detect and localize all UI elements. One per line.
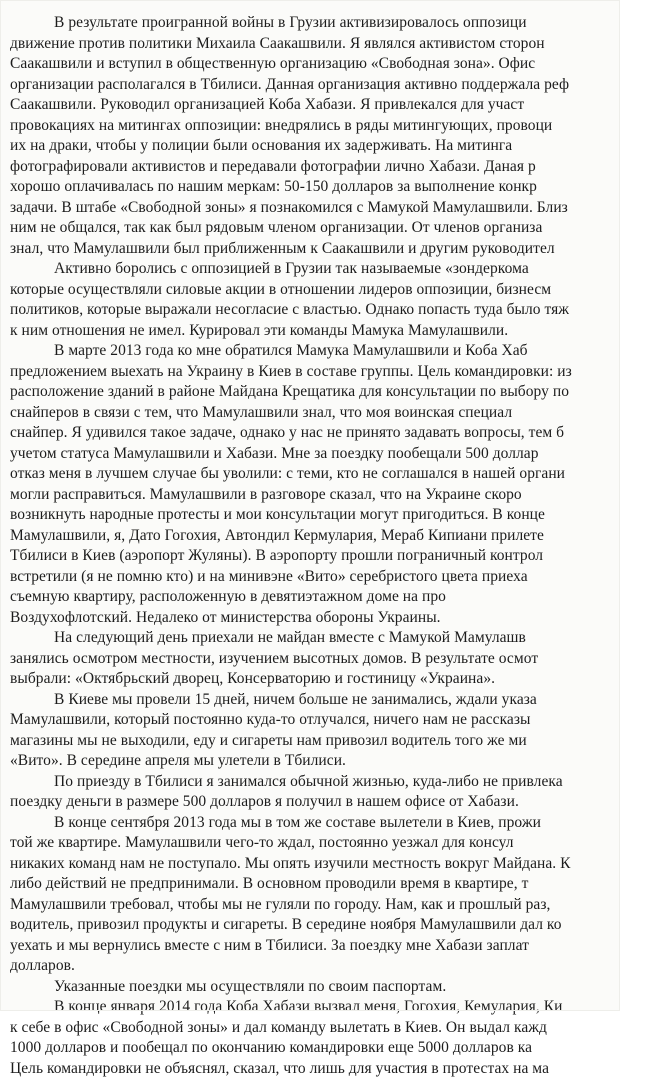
text-line: к ним отношения не имел. Курировал эти команды Мамука Мамулашвили.: [10, 321, 650, 342]
text-line: встретили (я не помню кто) и на минивэне «Вито» серебристого цвета приеха: [10, 567, 650, 588]
text-line: учетом статуса Мамулашвили и Хабази. Мне за поездку пообещали 500 доллар: [10, 444, 650, 465]
text-line: той же квартире. Мамулашвили чего-то ждал, постоянно уезжал для консул: [10, 833, 650, 854]
text-line: ним не общался, так как был рядовым членом организации. От членов организа: [10, 218, 650, 239]
text-line: отказ меня в лучшем случае бы уволили: с теми, кто не соглашался в нашей органи: [10, 464, 650, 485]
text-line: возникнуть народные протесты и мои консультации могут пригодиться. В конце: [10, 505, 650, 526]
text-line: Мамулашвили требовал, чтобы мы не гуляли по городу. Нам, как и прошлый раз,: [10, 895, 650, 916]
text-line: долларов.: [10, 956, 650, 977]
text-line: Мамулашвили, я, Дато Гогохия, Автондил Кермулария, Мераб Кипиани прилете: [10, 526, 650, 547]
text-line: съемную квартиру, расположенную в девятиэтажном доме на про: [10, 587, 650, 608]
document-body: [10, 13, 650, 1079]
text-line: Воздухофлотский. Недалеко от министерства обороны Украины.: [10, 608, 650, 629]
text-line: которые осуществляли силовые акции в отношении лидеров оппозиции, бизнесм: [10, 280, 650, 301]
text-line: знал, что Мамулашвили был приближенным к Саакашвили и другим руководител: [10, 239, 650, 260]
paragraph-first-line: В конце сентября 2013 года мы в том же составе вылетели в Киев, прожи: [10, 813, 650, 834]
text-line: расположение зданий в районе Майдана Крещатика для консультации по выбору по: [10, 382, 650, 403]
text-line: к себе в офис «Свободной зоны» и дал команду вылетать в Киев. Он выдал кажд: [10, 1018, 650, 1039]
text-line: занялись осмотром местности, изучением высотных домов. В результате осмот: [10, 649, 650, 670]
paragraph-first-line: По приезду в Тбилиси я занимался обычной жизнью, куда-либо не привлека: [10, 772, 650, 793]
text-line: Тбилиси в Киев (аэропорт Жуляны). В аэропорту прошли пограничный контрол: [10, 546, 650, 567]
text-line: хорошо оплачивалась по нашим меркам: 50-150 долларов за выполнение конкр: [10, 177, 650, 198]
text-line: могли расправиться. Мамулашвили в разговоре сказал, что на Украине скоро: [10, 485, 650, 506]
paragraph-first-line: В результате проигранной войны в Грузии активизировалось оппозици: [10, 13, 650, 34]
text-line: фотографировали активистов и передавали фотографии лично Хабази. Даная р: [10, 157, 650, 178]
text-line: 1000 долларов и пообещал по окончанию командировки еще 5000 долларов ка: [10, 1038, 650, 1059]
text-line: провокациях на митингах оппозиции: внедрялись в ряды митингующих, провоци: [10, 116, 650, 137]
paragraph-first-line: В Киеве мы провели 15 дней, ничем больше не занимались, ждали указа: [10, 690, 650, 711]
text-line: движение против политики Михаила Саакашвили. Я являлся активистом сторон: [10, 34, 650, 55]
paragraph-first-line: Активно боролись с оппозицией в Грузии так называемые «зондеркома: [10, 259, 650, 280]
text-line: снайперов в связи с тем, что Мамулашвили знал, что моя воинская специал: [10, 403, 650, 424]
paragraph-first-line: Указанные поездки мы осуществляли по своим паспортам.: [10, 977, 650, 998]
paragraph-first-line: В марте 2013 года ко мне обратился Мамука Мамулашвили и Коба Хаб: [10, 341, 650, 362]
text-line: никаких команд нам не поступало. Мы опять изучили местность вокруг Майдана. К: [10, 854, 650, 875]
text-line: Мамулашвили, который постоянно куда-то отлучался, ничего нам не рассказы: [10, 710, 650, 731]
text-line: поездку деньги в размере 500 долларов я получил в нашем офисе от Хабази.: [10, 792, 650, 813]
text-line: политиков, которые выражали несогласие с властью. Однако попасть туда было тяж: [10, 300, 650, 321]
text-line: выбрали: «Октябрьский дворец, Консерваторию и гостиницу «Украина».: [10, 669, 650, 690]
text-line: «Вито». В середине апреля мы улетели в Тбилиси.: [10, 751, 650, 772]
text-line: предложением выехать на Украину в Киев в составе группы. Цель командировки: из: [10, 362, 650, 383]
text-line: задачи. В штабе «Свободной зоны» я познакомился с Мамукой Мамулашвили. Близ: [10, 198, 650, 219]
text-line: организации располагался в Тбилиси. Данная организация активно поддержала реф: [10, 75, 650, 96]
text-line: Саакашвили. Руководил организацией Коба Хабази. Я привлекался для участ: [10, 95, 650, 116]
text-line: либо действий не предпринимали. В основном проводили время в квартире, т: [10, 874, 650, 895]
text-line: магазины мы не выходили, еду и сигареты нам привозил водитель того же ми: [10, 731, 650, 752]
text-line: снайпер. Я удивился такое задаче, однако у нас не принято задавать вопросы, тем б: [10, 423, 650, 444]
text-line: водитель, привозил продукты и сигареты. В середине ноября Мамулашвили дал ко: [10, 915, 650, 936]
text-line: Цель командировки не объяснял, сказал, что лишь для участия в протестах на ма: [10, 1059, 650, 1079]
text-line: уехать и мы вернулись вместе с ним в Тбилиси. За поездку мне Хабази заплат: [10, 936, 650, 957]
text-line: Саакашвили и вступил в общественную организацию «Свободная зона». Офис: [10, 54, 650, 75]
paragraph-first-line: В конце января 2014 года Коба Хабази вызвал меня, Гогохия, Кемулария, Ки: [10, 997, 650, 1018]
text-line: их на драки, чтобы у полиции были основания их задерживать. На митинга: [10, 136, 650, 157]
paragraph-first-line: На следующий день приехали не майдан вместе с Мамукой Мамулашв: [10, 628, 650, 649]
